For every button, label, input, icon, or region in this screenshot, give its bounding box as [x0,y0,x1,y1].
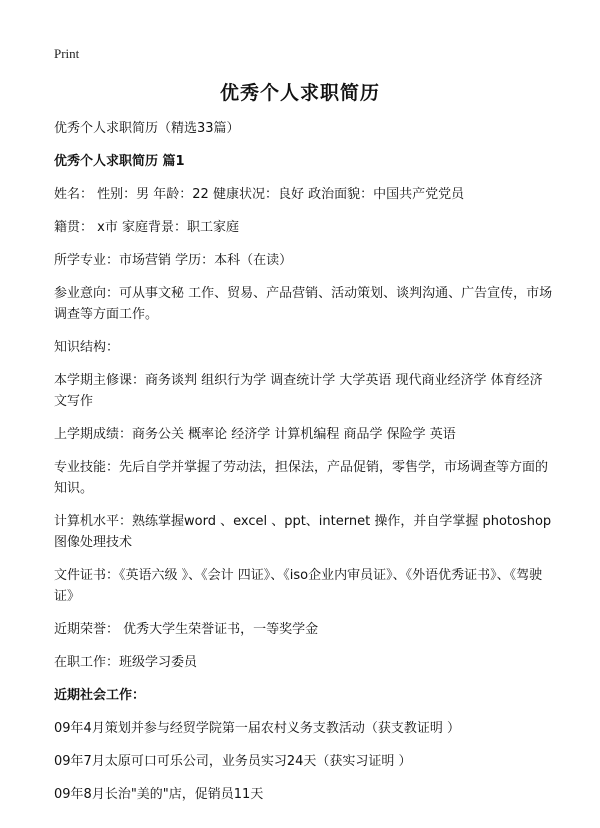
career-intention-paragraph: 参业意向：可从事文秘 工作、贸易、产品营销、活动策划、谈判沟通、广告宣传，市场调查等方面工作。 [54,286,553,322]
current-position-line: 在职工作：班级学习委员 [54,655,198,670]
resume-body [54,118,554,817]
major-line: 所学专业：市场营销 学历：本科（在读） [54,253,293,268]
section-heading-chapter-1: 优秀个人求职简历 篇1 [54,154,185,169]
social-work-item: 09年7月太原可口可乐公司，业务员实习24天（获实习证明 ） [54,754,412,769]
previous-grades-line: 上学期成绩：商务公关 概率论 经济学 计算机编程 商品学 保险学 英语 [54,427,456,442]
knowledge-structure-label: 知识结构： [54,340,120,355]
recent-honors-line: 近期荣誉： 优秀大学生荣誉证书，一等奖学金 [54,622,319,637]
print-label: Print [54,46,80,61]
personal-info-line: 姓名： 性别：男 年龄：22 健康状况：良好 政治面貌：中国共产党党员 [54,187,465,202]
computer-skills-paragraph: 计算机水平：熟练掌握word 、excel 、ppt、internet 操作，并自学掌握 photoshop 图像处理技术 [54,514,552,550]
social-work-item: 09年4月策划并参与经贸学院第一届农村义务支教活动（获支教证明 ） [54,721,460,736]
section-heading-social-work: 近期社会工作： [54,688,146,703]
main-courses-paragraph: 本学期主修课：商务谈判 组织行为学 调查统计学 大学英语 现代商业经济学 体育经济文写作 [54,373,543,409]
certificates-paragraph: 文件证书：《英语六级 》、《会计 四证》、《iso企业内审员证》、《外语优秀证书》、《驾驶证》 [54,568,543,604]
native-place-line: 籍贯： x市 家庭背景：职工家庭 [54,220,239,235]
professional-skills-paragraph: 专业技能：先后自学并掌握了劳动法，担保法，产品促销，零售学，市场调查等方面的知识。 [54,460,549,496]
page-title: 优秀个人求职简历 [219,82,380,104]
document-subtitle: 优秀个人求职简历（精选33篇） [54,121,240,136]
social-work-item: 09年8月长治"美的"店，促销员11天 [54,787,264,802]
